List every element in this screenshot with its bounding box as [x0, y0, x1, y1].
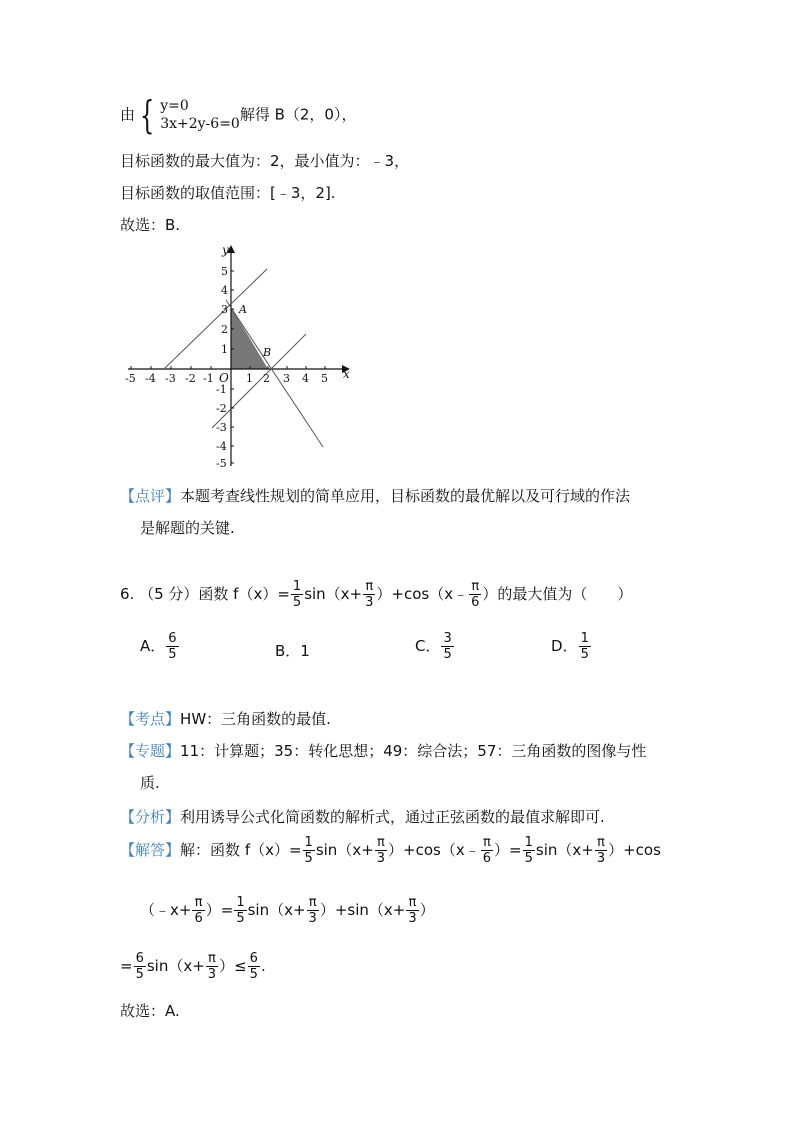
jieda-line-1: 【解答】解：函数 f（x）= $\frac{1}{5}$ sin（x+ $\frac{\pi}{3}$ ）+cos（x﹣ $\frac{\pi}{6}$ ）= $\frac{1}{5}$ sin（x+ $\frac{\pi}{3}$ ）+cos: [120, 835, 661, 866]
x-tick-label: -2: [185, 372, 196, 385]
fenxi-text: 利用诱导公式化简函数的解析式，通过正弦函数的最值求解即可.: [180, 808, 605, 826]
x-tick-label: 1: [246, 372, 253, 385]
kaodian-line: 【考点】HW：三角函数的最值.: [120, 710, 331, 728]
choice-line-a: 故选：A.: [120, 1002, 180, 1020]
zhuanti-text: 11：计算题；35：转化思想；49：综合法；57：三角函数的图像与性: [180, 742, 647, 760]
y-tick-label: -5: [216, 457, 227, 470]
x-tick-label: 2: [263, 372, 270, 385]
range-line: 目标函数的取值范围：[﹣3，2].: [120, 184, 336, 202]
y-tick-label: 3: [221, 303, 228, 316]
x-axis-label: x: [343, 367, 350, 381]
system-prefix: 由: [120, 105, 136, 124]
kaodian-tag: 考点: [135, 710, 166, 728]
zhuanti-line-1: 【专题】11：计算题；35：转化思想；49：综合法；57：三角函数的图像与性: [120, 742, 647, 760]
x-tick-label: 5: [321, 372, 328, 385]
x-tick-label: -3: [165, 372, 176, 385]
review-text-1: 本题考查线性规划的简单应用，目标函数的最优解以及可行域的作法: [180, 487, 631, 505]
question-stem-2: sin（x+: [304, 585, 363, 603]
tick-marks: [131, 271, 325, 463]
fraction: $\frac{1}{5}$: [292, 579, 302, 610]
question-stem-4: ）的最大值为（ ）: [482, 585, 633, 603]
system-equation: [120, 93, 357, 137]
review-tag: 点评: [135, 487, 166, 505]
y-tick-label: 2: [221, 323, 228, 336]
kaodian-text: HW：三角函数的最值.: [180, 710, 331, 728]
jieda-tag: 解答: [135, 841, 166, 859]
jieda-line-2: （﹣x+ $\frac{\pi}{6}$ ）= $\frac{1}{5}$ sin（x+ $\frac{\pi}{3}$ ）+sin（x+ $\frac{\pi}{3}$ ）: [140, 895, 435, 926]
brace-icon: {: [139, 93, 155, 137]
x-tick-label: 4: [302, 372, 309, 385]
max-min-line: 目标函数的最大值为：2，最小值为：﹣3，: [120, 152, 410, 170]
y-tick-label: -4: [216, 440, 227, 453]
fenxi-tag: 分析: [135, 808, 166, 826]
option-d[interactable]: D． $\frac{1}{5}$: [551, 631, 589, 662]
y-tick-label: 1: [221, 343, 228, 356]
bracket-left: 【: [120, 487, 136, 505]
fenxi-line: 【分析】利用诱导公式化简函数的解析式，通过正弦函数的最值求解即可.: [120, 808, 605, 826]
x-tick-label: -5: [125, 372, 136, 385]
feasible-region-graph: [118, 240, 358, 470]
y-axis-label: y: [222, 243, 229, 257]
system-lines: [160, 97, 240, 133]
question-stem-3: ）+cos（x﹣: [376, 585, 469, 603]
solve-text: 解得 B（2，0），: [239, 105, 357, 124]
system-line-2: 3x+2y-6=0: [160, 116, 240, 132]
choice-line-b: 故选：B.: [120, 216, 181, 234]
option-c[interactable]: C． $\frac{3}{5}$: [415, 631, 452, 662]
zhuanti-tag: 专题: [135, 742, 166, 760]
fraction: $\frac{\pi}{6}$: [471, 579, 480, 610]
y-tick-label: 4: [221, 284, 228, 297]
zhuanti-line-2: 质.: [140, 774, 160, 792]
y-tick-label: -1: [216, 383, 227, 396]
question-stem-1: （5 分）函数 f（x）=: [139, 585, 290, 603]
review-line-1: [120, 485, 630, 506]
question-6: [120, 580, 632, 609]
bracket-right: 】: [165, 487, 181, 505]
y-tick-label: 5: [221, 265, 228, 278]
x-tick-label: -4: [145, 372, 156, 385]
system-line-1: y=0: [160, 98, 189, 114]
question-number: 6.: [120, 585, 135, 603]
x-tick-label: -1: [203, 372, 214, 385]
y-tick-label: -2: [216, 402, 227, 415]
option-b[interactable]: B．1: [275, 642, 310, 660]
review-line-2: 是解题的关键.: [140, 519, 235, 537]
fraction: $\frac{\pi}{3}$: [365, 579, 374, 610]
point-a-label: A: [239, 303, 247, 316]
point-b-label: B: [263, 346, 272, 359]
y-tick-label: -3: [216, 421, 227, 434]
origin-label: O: [219, 371, 229, 385]
option-a[interactable]: A． $\frac{6}{5}$: [140, 631, 177, 662]
x-tick-label: 3: [283, 372, 290, 385]
jieda-line-3: = $\frac{6}{5}$ sin（x+ $\frac{\pi}{3}$ ）≤ $\frac{6}{5}$ .: [120, 951, 266, 982]
